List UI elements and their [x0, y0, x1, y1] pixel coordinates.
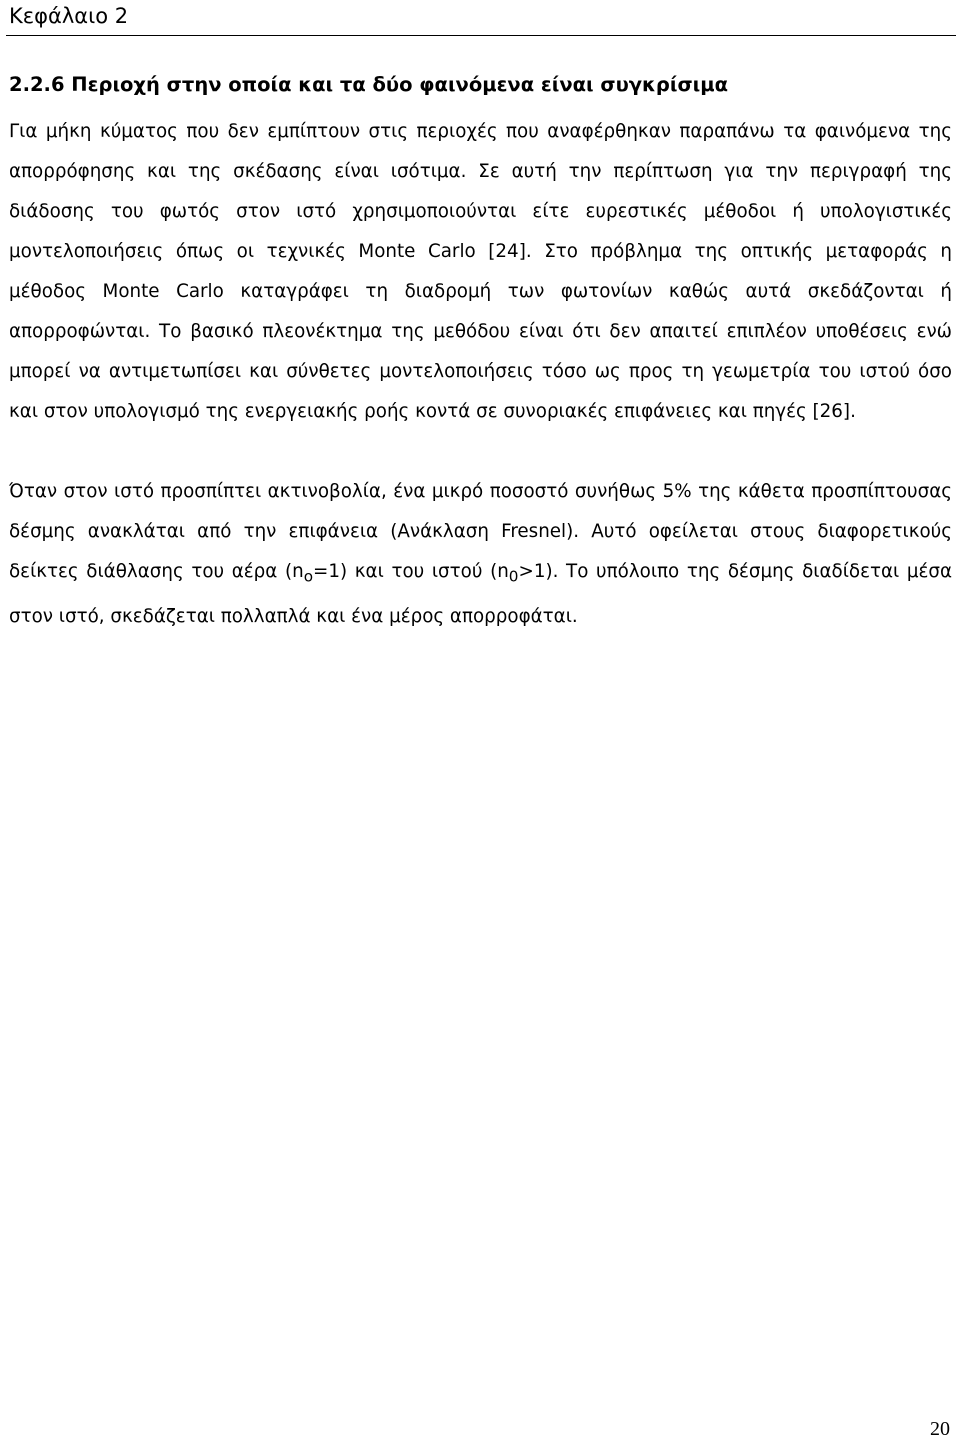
paragraph-1: Για μήκη κύματος που δεν εμπίπτουν στις περιοχές που αναφέρθηκαν παραπάνω τα φαινόμενα της απορρόφησης και της σκέδασης είναι ισότιμα. Σε αυτή την περίπτωση για την περιγραφή της διάδοσης του φωτός στον ιστό χρησιμοποιούνται είτε ευρεστικές μέθοδοι ή υπολογιστικές μοντελοποιήσεις όπως οι τεχνικές Monte Carlo [24]. Στο πρόβλημα της οπτικής μεταφοράς η μέθοδος Monte Carlo καταγράφει τη διαδρομή των φωτονίων καθώς αυτά σκεδάζονται ή απορροφώνται. Το βασικό πλεονέκτημα της μεθόδου είναι ότι δεν απαιτεί επιπλέον υποθέσεις ενώ μπορεί να αντιμετωπίσει και σύνθετες μοντελοποιήσεις τόσο ως προς τη γεωμετρία του ιστού όσο και στον υπολογισμό της ενεργειακής ροής κοντά σε συνοριακές επιφάνειες και πηγές [26]. — [9, 121, 952, 422]
section-heading: 2.2.6 Περιοχή στην οποία και τα δύο φαινόμενα είναι συγκρίσιμα — [9, 73, 728, 96]
subscript-tissue: 0 — [508, 567, 519, 586]
paragraph-2-text-a: Όταν στον ιστό προσπίπτει ακτινοβολία, ένα μικρό ποσοστό συνήθως 5% της κάθετα προσπίπτουσας δέσμης ανακλάται από την επιφάνεια (Ανάκλαση Fresnel). Αυτό οφείλεται στους διαφορετικούς δείκτες διάθλασης του αέρα (n — [9, 481, 952, 582]
subscript-air: o — [303, 567, 314, 586]
header-divider — [6, 35, 956, 36]
page-number: 20 — [930, 1418, 950, 1440]
paragraph-2-text-c: >1). Το υπόλοιπο της δέσμης διαδίδεται μέσα στον ιστό, σκεδάζεται πολλαπλά και ένα μέρος απορροφάται. — [9, 561, 952, 627]
paragraph-2-text-b: =1) και του ιστού (n — [313, 561, 509, 582]
chapter-header: Κεφάλαιο 2 — [9, 4, 129, 28]
paragraph-2 — [9, 472, 952, 637]
